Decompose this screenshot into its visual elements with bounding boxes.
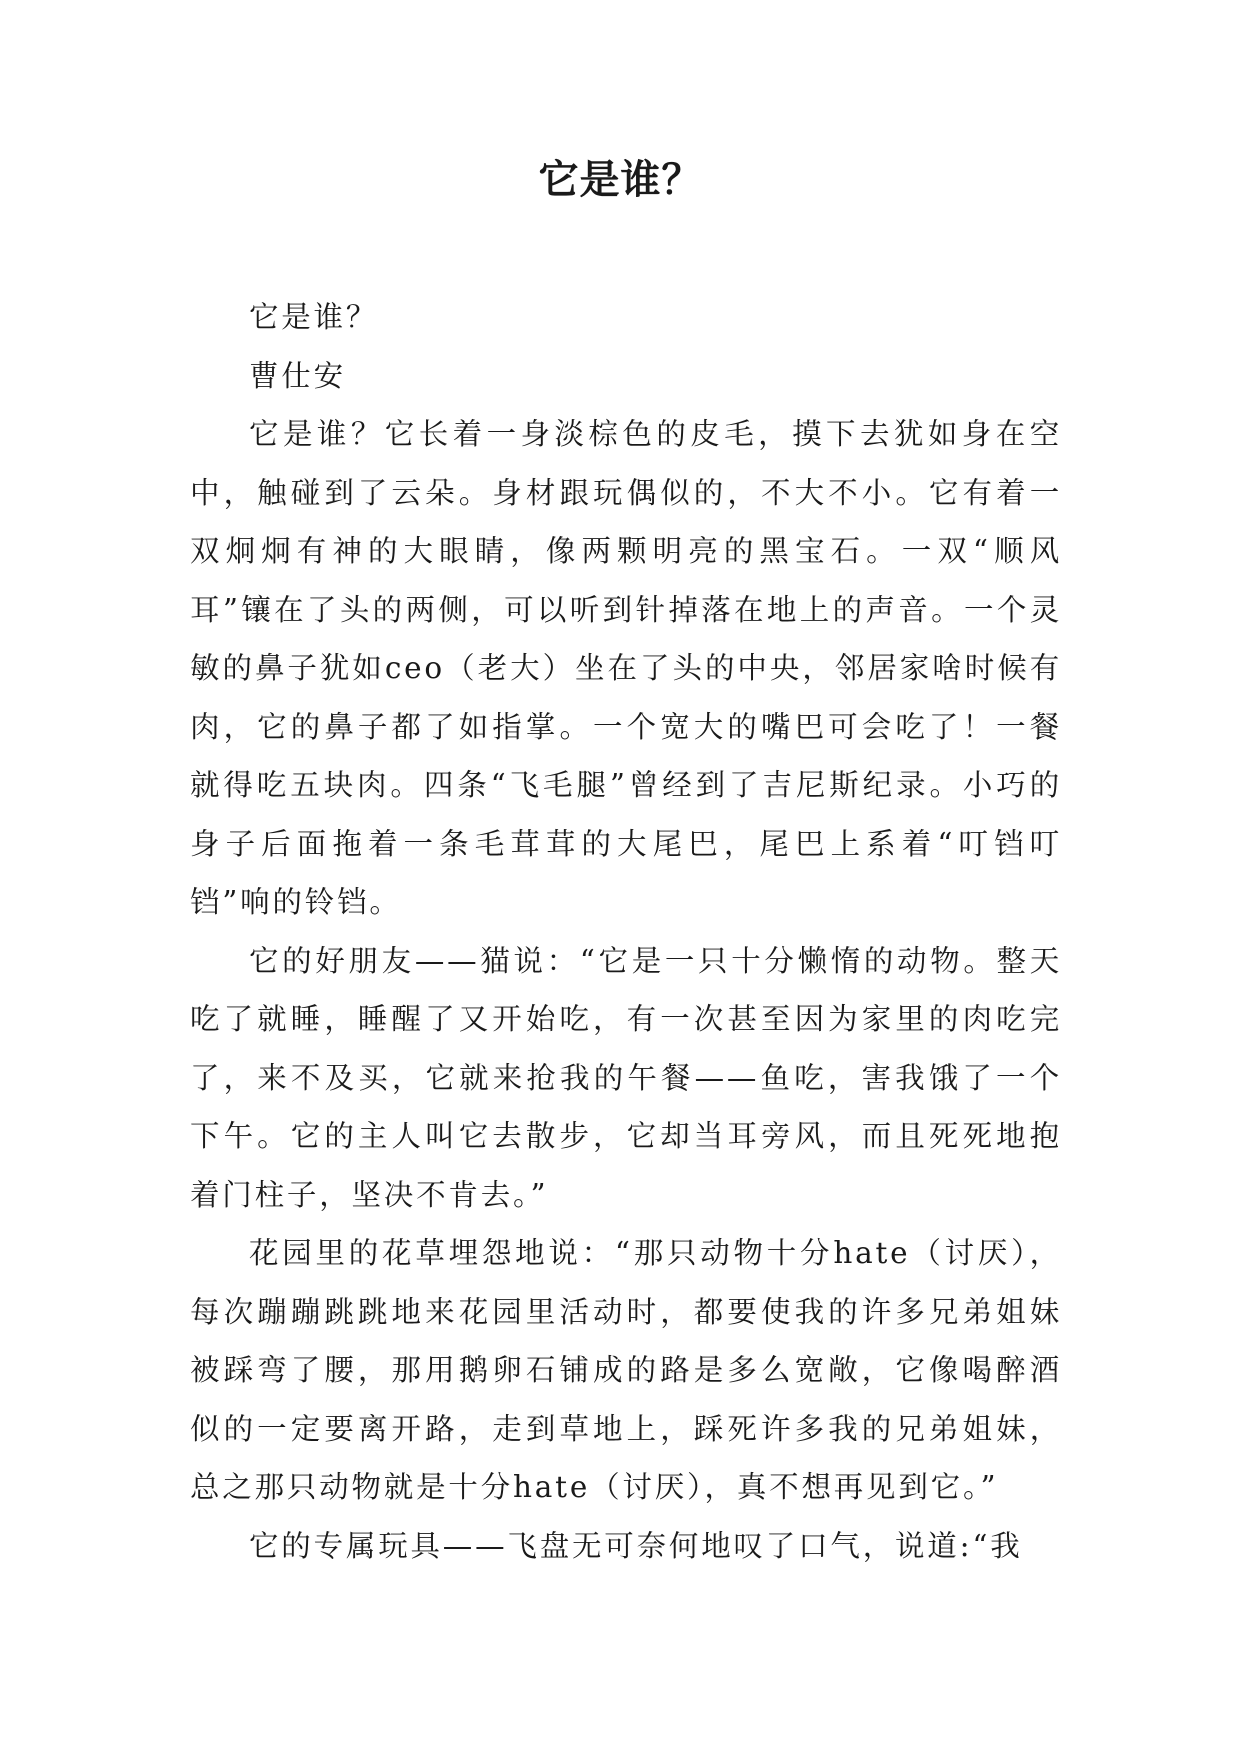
document-title: 它是谁？ bbox=[538, 156, 703, 203]
body-paragraph: 它是谁？它长着一身淡棕色的皮毛，摸下去犹如身在空中，触碰到了云朵。身材跟玩偶似的，不大不小。它有着一双炯炯有神的大眼睛，像两颗明亮的黑宝石。一双“顺风耳”镶在了头的两侧，可以听到针掉落在地上的声音。一个灵敏的鼻子犹如ceo（老大）坐在了头的中央，邻居家啥时候有肉，它的鼻子都了如指掌。一个宽大的嘴巴可会吃了！一餐就得吃五块肉。四条“飞毛腿”曾经到了吉尼斯纪录。小巧的身子后面拖着一条毛茸茸的大尾巴，尾巴上系着“叮铛叮铛”响的铃铛。 bbox=[190, 417, 1062, 919]
subtitle-paragraph: 它是谁？ bbox=[249, 300, 379, 334]
body-paragraph: 它的好朋友——猫说：“它是一只十分懒惰的动物。整天吃了就睡，睡醒了又开始吃，有一次甚至因为家里的肉吃完了，来不及买，它就来抢我的午餐——鱼吃，害我饿了一个下午。它的主人叫它去散步，它却当耳旁风，而且死死地抱着门柱子，坚决不肯去。” bbox=[190, 943, 1062, 1212]
document-body bbox=[190, 288, 1062, 1575]
author-name: 曹仕安 bbox=[249, 358, 346, 393]
body-paragraph: 花园里的花草埋怨地说：“那只动物十分hate（讨厌），每次蹦蹦跳跳地来花园里活动时，都要使我的许多兄弟姐妹被踩弯了腰，那用鹅卵石铺成的路是多么宽敞，它像喝醉酒似的一定要离开路，走到草地上，踩死许多我的兄弟姐妹，总之那只动物就是十分hate（讨厌），真不想再见到它。” bbox=[190, 1236, 1062, 1504]
body-paragraph: 它的专属玩具——飞盘无可奈何地叹了口气，说道:“我 bbox=[249, 1528, 1023, 1563]
